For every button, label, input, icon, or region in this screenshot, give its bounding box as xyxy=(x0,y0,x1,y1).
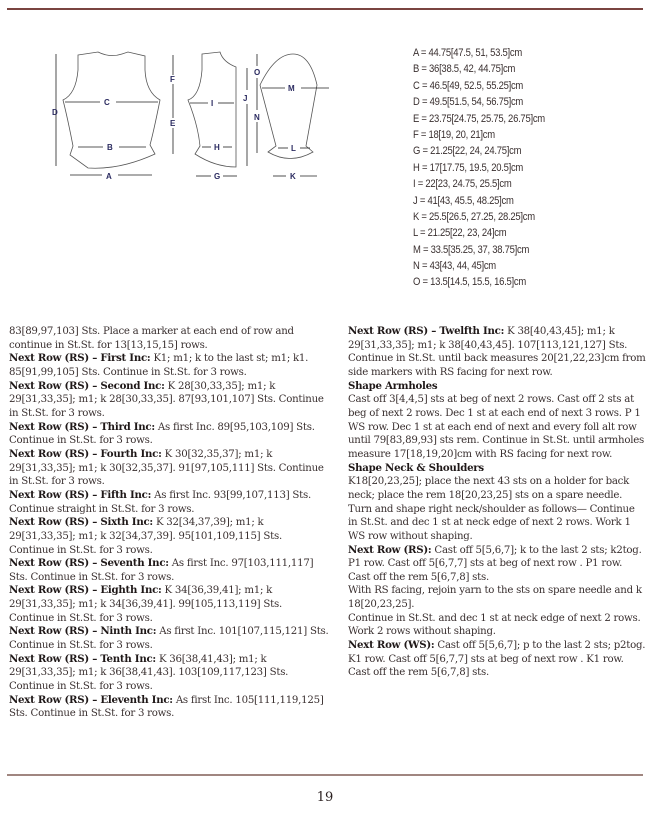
instruction-paragraph: Next Row (RS) – Ninth Inc: As first Inc. 101[107,115,121] Sts. Continue in St.St. for 3 rows. xyxy=(9,625,329,652)
instruction-paragraph: Next Row (RS) – Third Inc: As first Inc. 89[95,103,109] Sts. Continue in St.St. for 3 rows. xyxy=(9,420,315,447)
instruction-paragraph: K1 row. Cast off 5[6,7,7] sts at beg of next row . K1 row. Cast off the rem 5[6,7,8] sts. xyxy=(348,653,624,679)
schematic-svg xyxy=(20,40,340,190)
instruction-paragraph: With RS facing, rejoin yarn to the sts on spare needle and k 18[20,23,25]. xyxy=(348,585,642,611)
measurement-E: E = 23.75[24.75, 25.75, 26.75]cm xyxy=(413,112,545,125)
label-G: G xyxy=(214,172,221,181)
measurement-C: C = 46.5[49, 52.5, 55.25]cm xyxy=(413,79,524,92)
instruction-paragraph: Next Row (RS) – Sixth Inc: K 32[34,37,39]; m1; k 29[31,33,35]; m1; k 32[34,37,39]. 95[101,109,115] Sts. Continue in St.St. for 3 rows. xyxy=(9,516,282,556)
measurements-list xyxy=(413,45,545,291)
label-L: L xyxy=(291,144,296,153)
label-N: N xyxy=(254,113,260,122)
measurement-G: G = 21.25[22, 24, 24.75]cm xyxy=(413,145,522,158)
measurement-O: O = 13.5[14.5, 15.5, 16.5]cm xyxy=(413,276,526,289)
section-heading-shape-neck-shoulders: Shape Neck & Shoulders xyxy=(348,461,484,474)
instructions-right-column xyxy=(348,325,646,680)
label-I: I xyxy=(211,99,214,108)
front-piece-outline xyxy=(188,52,236,167)
label-F: F xyxy=(170,75,175,84)
measurement-M: M = 33.5[35.25, 37, 38.75]cm xyxy=(413,243,530,256)
instruction-paragraph: Next Row (RS) – First Inc: K1; m1; k to the last st; m1; k1. 85[91,99,105] Sts. Continue in St.St. for 3 rows. xyxy=(9,352,309,378)
measurement-L: L = 21.25[22, 23, 24]cm xyxy=(413,227,507,240)
instruction-paragraph: Next Row (RS) – Fourth Inc: K 30[32,35,37]; m1; k 29[31,33,35]; m1; k 30[32,35,37]. 91[97,105,111] Sts. Continue in St.St. for 3 rows. xyxy=(9,447,324,488)
instruction-paragraph: Next Row (RS) – Fifth Inc: As first Inc. 93[99,107,113] Sts. Continue straight in St.St. for 3 rows. xyxy=(9,488,311,515)
instruction-paragraph: Next Row (RS) – Seventh Inc: As first Inc. 97[103,111,117] Sts. Continue in St.St. for 3 rows. xyxy=(9,557,314,583)
instruction-paragraph: Next Row (RS) – Tenth Inc: K 36[38,41,43]; m1; k 29[31,33,35]; m1; k 36[38,41,43]. 103[109,117,123] Sts. Continue in St.St. for 3 rows. xyxy=(9,652,289,693)
page-number: 19 xyxy=(316,790,334,805)
measurement-F: F = 18[19, 20, 21]cm xyxy=(413,128,495,141)
measurement-H: H = 17[17.75, 19.5, 20.5]cm xyxy=(413,161,524,174)
instruction-paragraph: K18[20,23,25]; place the next 43 sts on a holder for back neck; place the rem 18[20,23,25] sts on a spare needle. Turn and shape right neck/shoulder as follows— Continue in St.St. and dec 1 st at neck edge of next 2 rows. Work 1 WS row without shaping. xyxy=(348,476,635,542)
label-H: H xyxy=(214,143,220,152)
label-A: A xyxy=(106,172,112,181)
instruction-paragraph: Cast off 3[4,4,5] sts at beg of next 2 rows. Cast off 2 sts at beg of next 2 rows. Dec 1 st at each end of next 3 rows. P 1 WS row. Dec 1 st at each end of next and every foll alt row until 79[83,89,93] sts rem. Continue in St.St. until armholes measure 17[18,19,20]cm with RS facing for next row. xyxy=(348,394,644,460)
label-J: J xyxy=(243,94,248,103)
instruction-paragraph: 83[89,97,103] Sts. Place a marker at each end of row and continue in St.St. for 13[13,15,15] rows. xyxy=(9,326,294,351)
instruction-paragraph: Next Row (RS) – Eighth Inc: K 34[36,39,41]; m1; k 29[31,33,35]; m1; k 34[36,39,41]. 99[105,113,119] Sts. Continue in St.St. for 3 rows. xyxy=(9,584,282,624)
measurement-N: N = 43[43, 44, 45]cm xyxy=(413,260,496,273)
measurement-D: D = 49.5[51.5, 54, 56.75]cm xyxy=(413,96,524,109)
sleeve-outline xyxy=(260,54,317,159)
label-M: M xyxy=(288,84,295,93)
instruction-paragraph: Continue in St.St. and dec 1 st at neck edge of next 2 rows. Work 2 rows without shaping. xyxy=(348,612,641,638)
measurement-B: B = 36[38.5, 42, 44.75]cm xyxy=(413,63,516,76)
instruction-paragraph: Next Row (WS): Cast off 5[5,6,7]; p to the last 2 sts; p2tog. xyxy=(348,639,646,652)
measurement-J: J = 41[43, 45.5, 48.25]cm xyxy=(413,194,514,207)
instruction-paragraph: Next Row (RS): Cast off 5[5,6,7]; k to the last 2 sts; k2tog. P1 row. Cast off 5[6,7,7] sts at beg of next row . P1 row. Cast off the rem 5[6,7,8] sts. xyxy=(348,543,642,583)
instructions-left-column xyxy=(9,325,329,721)
label-B: B xyxy=(107,143,113,152)
bottom-rule xyxy=(7,774,643,776)
measurement-A: A = 44.75[47.5, 51, 53.5]cm xyxy=(413,47,523,59)
instruction-paragraph: Next Row (RS) – Eleventh Inc: As first Inc. 105[111,119,125] Sts. Continue in St.St. for 3 rows. xyxy=(9,693,324,720)
label-K: K xyxy=(290,172,296,181)
label-D: D xyxy=(52,108,58,117)
section-heading-shape-armholes: Shape Armholes xyxy=(348,379,438,392)
instruction-paragraph: Next Row (RS) – Twelfth Inc: K 38[40,43,45]; m1; k 29[31,33,35]; m1; k 38[40,43,45]. 107[113,121,127] Sts. Continue in St.St. until back measures 20[21,22,23]cm from side markers with RS facing for next row. xyxy=(348,325,646,378)
measurement-I: I = 22[23, 24.75, 25.5]cm xyxy=(413,178,512,191)
label-O: O xyxy=(254,68,261,77)
measurement-K: K = 25.5[26.5, 27.25, 28.25]cm xyxy=(413,210,535,223)
instruction-paragraph: Next Row (RS) – Second Inc: K 28[30,33,35]; m1; k 29[31,33,35]; m1; k 28[30,33,35]. 87[93,101,107] Sts. Continue in St.St. for 3 rows. xyxy=(9,379,324,419)
label-C: C xyxy=(104,98,110,107)
top-rule xyxy=(7,8,643,10)
label-E: E xyxy=(170,119,176,128)
schematic-diagram xyxy=(20,40,340,190)
